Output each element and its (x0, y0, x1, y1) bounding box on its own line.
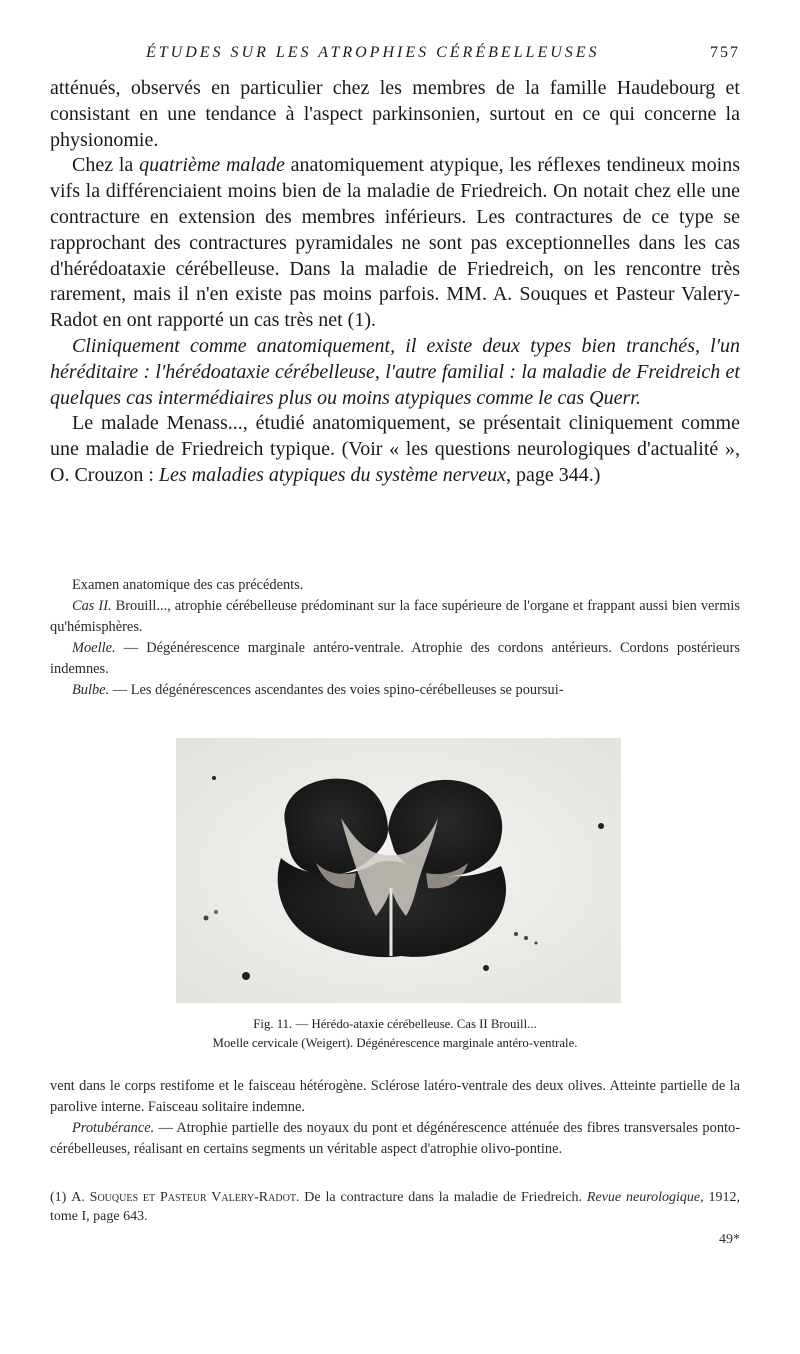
case-notes (50, 575, 740, 701)
page-number: 757 (710, 44, 740, 61)
paragraph-2: Chez la quatrième malade anatomiquement atypique, les réflexes tendineux moins vifs la différenciaient moins bien de la maladie de Friedreich. On notait chez elle une contracture en extension des membres inférieurs. Les contractures de ce type se rapprochant des contractures pyramidales ne sont pas exceptionnelles dans les cas d'hérédoataxie cérébelleuse. Dans la maladie de Friedreich, on les rencontre très rarement, mais il n'en existe pas moins parfois. MM. A. Souques et Pasteur Valery-Radot en ont rapporté un cas très net (1). (50, 154, 740, 332)
figure-caption (50, 1015, 740, 1053)
paragraph-4: Le malade Menass..., étudié anatomiquement, se présentait cliniquement comme une maladie de Friedreich typique. (Voir « les questions neurologiques d'actualité », O. Crouzon : Les maladies atypiques du système nerveux, page 344.) (50, 412, 740, 486)
note-moelle: Moelle. — Dégénérescence marginale antéro-ventrale. Atrophie des cordons antérieurs. Cordons postérieurs indemnes. (50, 640, 740, 677)
signature-mark: 49* (719, 1232, 740, 1247)
note-bulbe: Bulbe. — Les dégénérescences ascendantes des voies spino-cérébelleuses se poursui- (72, 682, 564, 698)
note-examen: Examen anatomique des cas précédents. (72, 577, 304, 593)
paragraph-1: atténués, observés en particulier chez les membres de la famille Haudebourg et consistant en une tendance à l'aspect parkinsonien, surtout en ce qui concerne la physionomie. (50, 77, 740, 151)
journal-title: Revue neurologique (586, 1190, 701, 1205)
emphasis: quatrième malade (139, 154, 285, 177)
footnote-marker: (1) (50, 1190, 72, 1205)
main-text (50, 76, 740, 489)
note-continued: vent dans le corps restifome et le faisceau hétérogène. Sclérose latéro-ventrale des deux olives. Atteinte partielle de la parolive interne. Faisceau solitaire indemne. (50, 1078, 740, 1115)
spinal-cord-section-image (176, 738, 621, 1003)
case-notes-continued (50, 1076, 740, 1160)
footnote-authors: A. Souques et Pasteur Valery-Radot. (71, 1190, 300, 1205)
book-title: Les maladies atypiques du système nerveux (158, 463, 507, 486)
caption-line-1: Fig. 11. — Hérédo-ataxie cérébelleuse. Cas II Brouill... (253, 1017, 537, 1031)
note-protuberance: Protubérance. — Atrophie partielle des noyaux du pont et dégénérescence atténuée des fibres transversales ponto-cérébelleuses, réalisant en certains segments un véritable aspect d'atrophie olivo-pontine. (50, 1120, 740, 1157)
spinal-cord-figure (176, 738, 621, 1003)
footnote: (1) A. Souques et Pasteur Valery-Radot. De la contracture dans la maladie de Friedreich. Revue neurologique, 1912, tome I, page 643. (50, 1190, 740, 1224)
paragraph-3: Cliniquement comme anatomiquement, il existe deux types bien tranchés, l'un héréditaire : l'hérédoataxie cérébelleuse, l'autre familial : la maladie de Freidreich et quelques cas intermédiaires plus ou moins atypiques comme le cas Querr. (50, 334, 740, 409)
caption-line-2: Moelle cervicale (Weigert). Dégénérescence marginale antéro-ventrale. (212, 1036, 578, 1050)
note-cas-ii: Cas II. Brouill..., atrophie cérébelleuse prédominant sur la face supérieure de l'organe et frappant aussi bien vermis qu'hémisphères. (50, 598, 740, 635)
running-title: ÉTUDES SUR LES ATROPHIES CÉRÉBELLEUSES (146, 44, 600, 61)
